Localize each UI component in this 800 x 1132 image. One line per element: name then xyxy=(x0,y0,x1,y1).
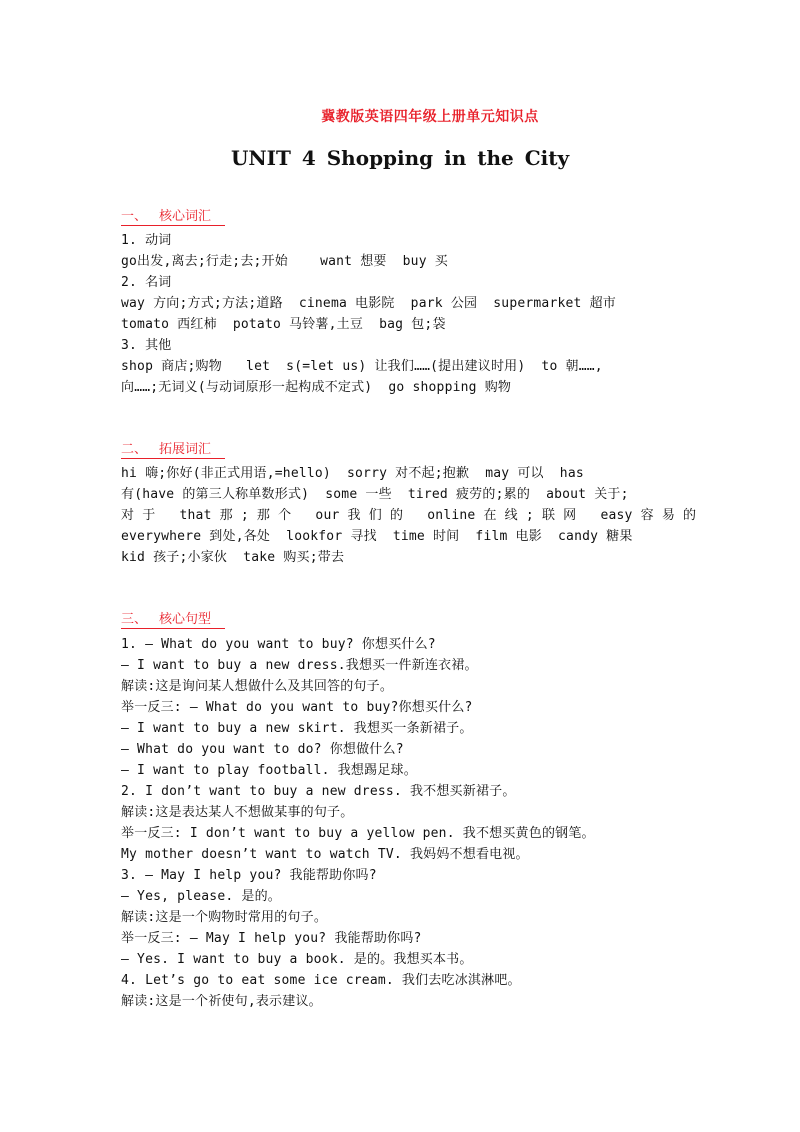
text-line: 举一反三: — What do you want to buy?你想买什么? xyxy=(121,700,473,715)
text-line: 4. Let’s go to eat some ice cream. 我们去吃冰淇淋吧。 xyxy=(121,973,521,988)
text-line: go出发,离去;行走;去;开始 want 想要 buy 买 xyxy=(121,254,448,269)
text-line: tomato 西红柿 potato 马铃薯,土豆 bag 包;袋 xyxy=(121,317,446,332)
section-number: 二、 xyxy=(121,442,148,457)
text-line: — Yes. I want to buy a book. 是的。我想买本书。 xyxy=(121,952,473,967)
text-line: hi 嗨;你好(非正式用语,=hello) sorry 对不起;抱歉 may 可以 has xyxy=(121,466,584,481)
text-line: 2. 名词 xyxy=(121,275,172,290)
text-line: 3. 其他 xyxy=(121,338,172,353)
text-line: — What do you want to do? 你想做什么? xyxy=(121,742,404,757)
text-line: kid 孩子;小家伙 take 购买;带去 xyxy=(121,550,345,565)
section-heading-core-vocab xyxy=(121,209,225,226)
section-heading-core-sentences xyxy=(121,612,225,629)
page-title: UNIT 4 Shopping in the City xyxy=(230,146,570,170)
text-line: 解读:这是表达某人不想做某事的句子。 xyxy=(121,805,354,820)
text-line: shop 商店;购物 let s(=let us) 让我们……(提出建议时用) to 朝……, xyxy=(121,359,603,374)
text-line: 有(have 的第三人称单数形式) some 一些 tired 疲劳的;累的 about 关于; xyxy=(121,487,629,502)
section-title: 核心句型 xyxy=(159,612,212,627)
text-line: 2. I don’t want to buy a new dress. 我不想买新裙子。 xyxy=(121,784,516,799)
text-line: 3. — May I help you? 我能帮助你吗? xyxy=(121,868,377,883)
text-line: My mother doesn’t want to watch TV. 我妈妈不想看电视。 xyxy=(121,847,529,862)
text-line: — Yes, please. 是的。 xyxy=(121,889,281,904)
text-line: 解读:这是一个祈使句,表示建议。 xyxy=(121,994,322,1009)
document-header: 冀教版英语四年级上册单元知识点 xyxy=(321,109,539,125)
section-heading-extended-vocab xyxy=(121,442,225,459)
text-line: everywhere 到处,各处 lookfor 寻找 time 时间 film 电影 candy 糖果 xyxy=(121,529,633,544)
section-body-core-vocab xyxy=(121,230,691,398)
text-line: 举一反三: — May I help you? 我能帮助你吗? xyxy=(121,931,422,946)
text-line: — I want to play football. 我想踢足球。 xyxy=(121,763,417,778)
text-line: 对 于 that 那 ; 那 个 our 我 们 的 online 在 线 ; 联 网 easy 容 易 的 xyxy=(121,508,697,523)
text-line: 举一反三: I don’t want to buy a yellow pen. 我不想买黄色的钢笔。 xyxy=(121,826,595,841)
text-line: way 方向;方式;方法;道路 cinema 电影院 park 公园 supermarket 超市 xyxy=(121,296,616,311)
text-line: 解读:这是一个购物时常用的句子。 xyxy=(121,910,328,925)
section-body-core-sentences xyxy=(121,634,691,1012)
section-title: 拓展词汇 xyxy=(159,442,212,457)
text-line: — I want to buy a new skirt. 我想买一条新裙子。 xyxy=(121,721,473,736)
section-title: 核心词汇 xyxy=(159,209,212,224)
text-line: 1. — What do you want to buy? 你想买什么? xyxy=(121,637,436,652)
section-body-extended-vocab xyxy=(121,463,697,568)
section-number: 三、 xyxy=(121,612,148,627)
section-number: 一、 xyxy=(121,209,148,224)
text-line: 1. 动词 xyxy=(121,233,172,248)
text-line: — I want to buy a new dress.我想买一件新连衣裙。 xyxy=(121,658,478,673)
text-line: 向……;无词义(与动词原形一起构成不定式) go shopping 购物 xyxy=(121,380,512,395)
text-line: 解读:这是询问某人想做什么及其回答的句子。 xyxy=(121,679,394,694)
